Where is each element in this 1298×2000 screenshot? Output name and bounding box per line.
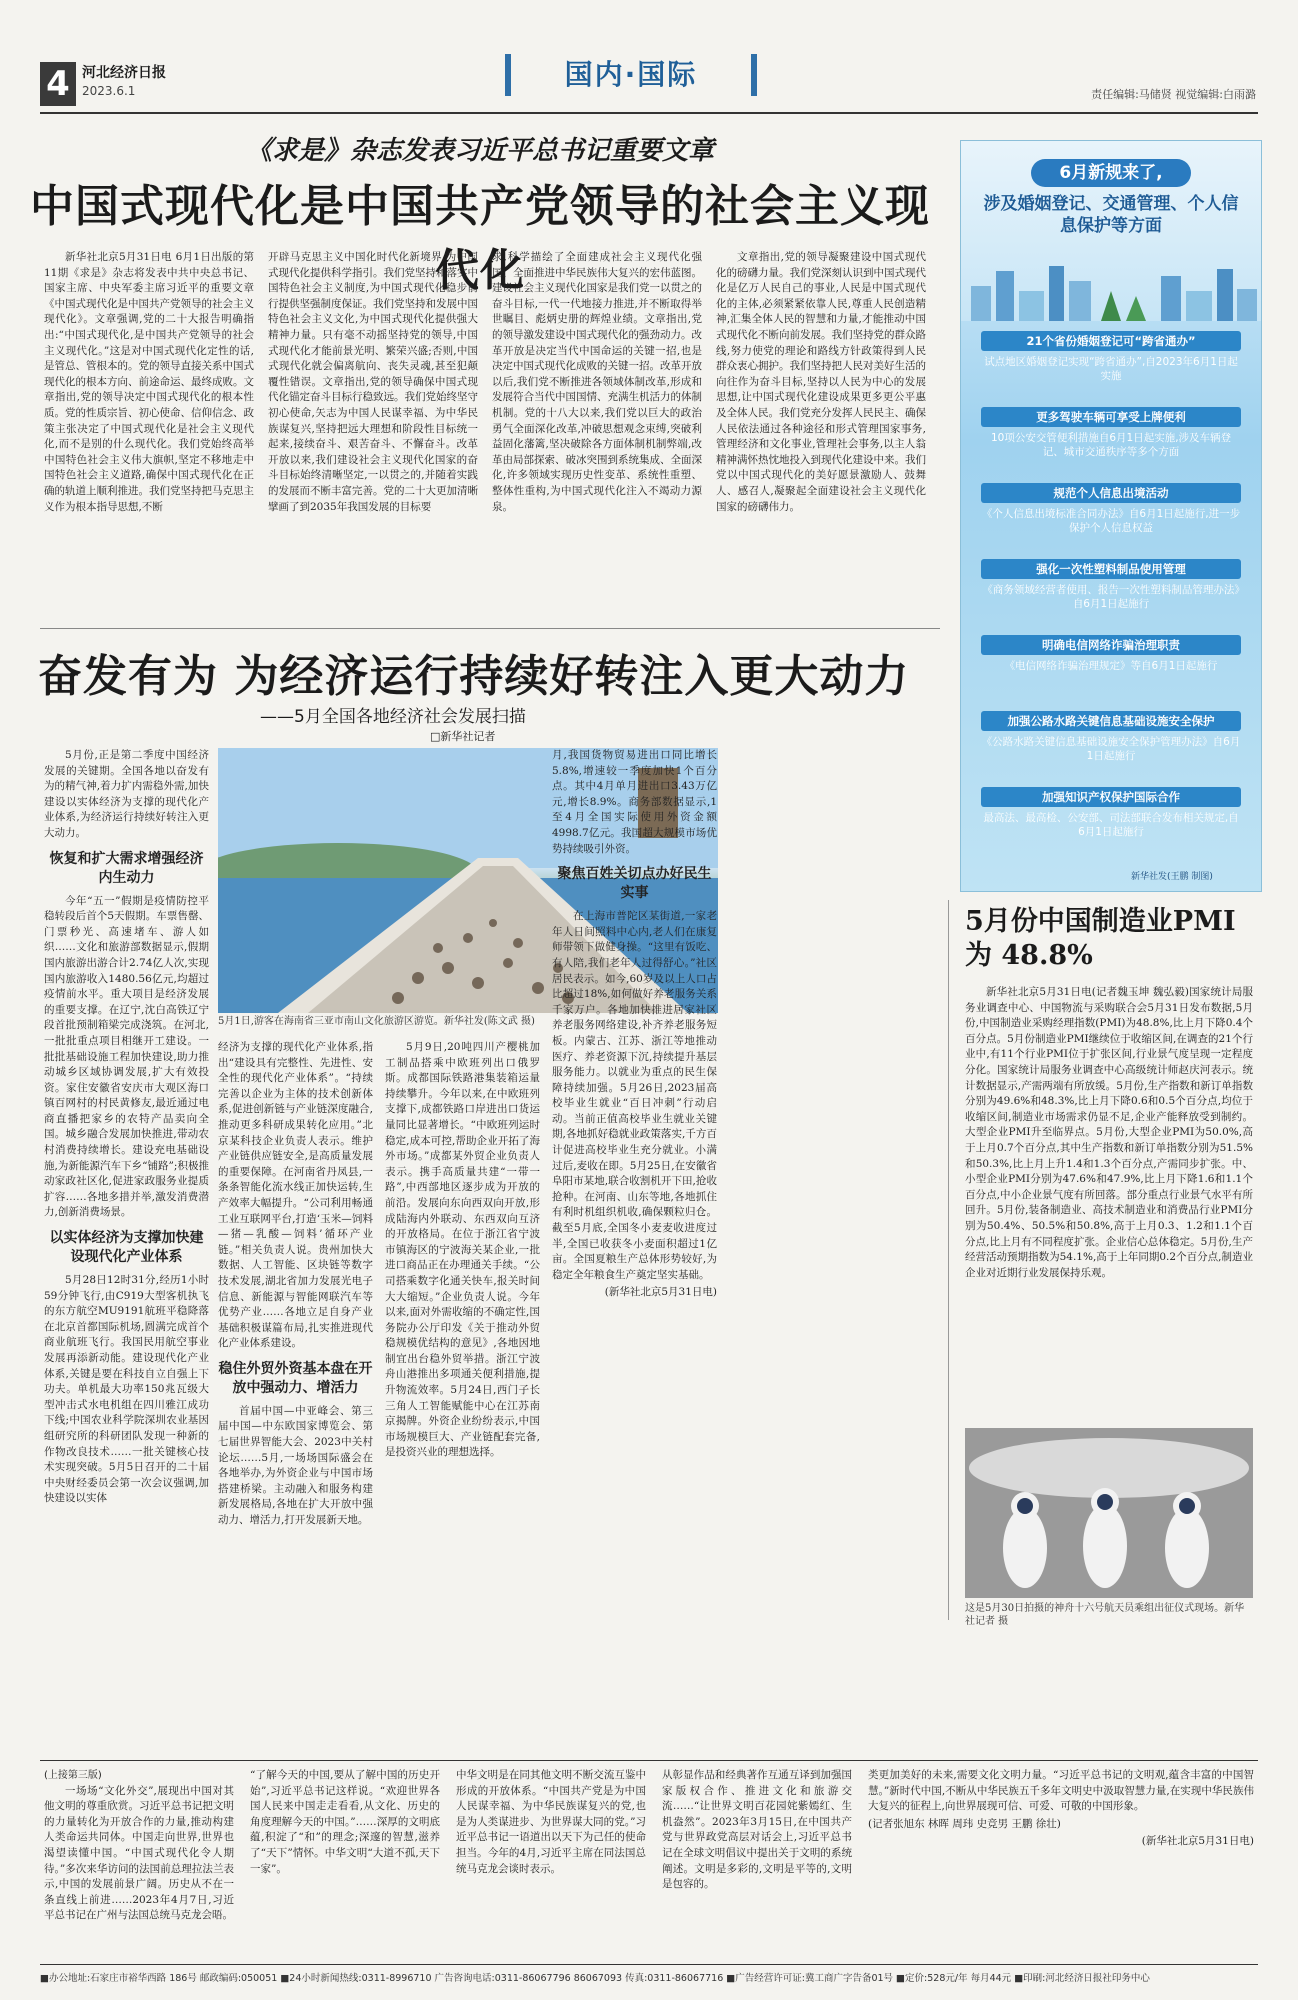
infographic-item-text: 《电信网络诈骗治理规定》等自6月1日起施行 bbox=[1004, 660, 1218, 672]
continued-column-3: 中华文明是在同其他文明不断交流互鉴中形成的开放体系。“中国共产党是为中国人民谋幸福、为中华民族谋复兴的党,也是为人类谋进步、为世界谋大同的党。”习近平总书记一语道出以天下为己任的使命担当。今年的4月,习近平主席在同法国总统马克龙会谈时表示。 bbox=[456, 1769, 646, 1875]
article1-column-1: 新华社北京5月31日电 6月1日出版的第11期《求是》杂志将发表中共中央总书记、国家主席、中央军委主席习近平的重要文章《中国式现代化是中国共产党领导的社会主义现代化》。文章强调,党的二十大报告明确指出:“中国式现代化,是中国共产党领导的社会主义现代化。”这是对中国式现代化定性的话,是管总、管根本的。党的领导直接关系中国式现代化的根本方向、前途命运、最终成败。文章指出,党的领导决定中国式现代化的根本性质。党的性质宗旨、初心使命、信仰信念、政策主张决定了中国式现代化是社会主义现代化,而不是别的什么现代化。我们党始终高举中国特色社会主义伟大旗帜,坚定不移地走中国特色社会主义道路,确保中国式现代化在正确的轨道上顺利推进。我们党坚持把马克思主义作为根本指导思想,不断 bbox=[44, 251, 254, 513]
article2-subtitle: ——5月全国各地经济社会发展扫描 bbox=[260, 707, 526, 727]
infographic-item-title: 明确电信网络诈骗治理职责 bbox=[981, 635, 1241, 655]
article2-column-4: 月,我国货物贸易进出口同比增长5.8%,增速较一季度加快1个百分点。其中4月单月进出口3.43万亿元,增长8.9%。商务部数据显示,1至4月全国实际使用外资金额4998.7亿元。我国超大规模市场优势持续吸引外资。 聚焦百姓关切点办好民生实事 在上海市普陀区某街道,一家老年人日间照料中心内,老人们在康复师带领下做健身操。“这里有饭吃、有人陪,我们老年人过得舒心。”社区居民表示。如今,60岁及以上人口占比超过18%,如何做好养老服务关系千家万户。各地加快推进居家社区养老服务网络建设,补齐养老服务短板。内蒙古、江苏、浙江等地推动医疗、养老资源下沉,持续提升基层服务能力。以就业为重点的民生保障持续加强。5月26日,2023届高校毕业生就业“百日冲刺”行动启动。当前正值高校毕业生就业关键期,各地抓好稳就业政策落实,千方百计促进高校毕业生充分就业。小满过后,麦收在即。5月25日,在安徽省阜阳市某地,联合收割机开下田,抢收抢种。在河南、山东等地,各地抓住有利时机组织机收,确保颗粒归仓。截至5月底,全国冬小麦麦收进度过半,全国已收获冬小麦面积超过1亿亩。全国夏粮生产总体形势较好,为稳定全年粮食生产奠定坚实基础。 (新华社北京5月31日电) bbox=[552, 749, 717, 1299]
article3-title: 5月份中国制造业PMI 为 48.8% bbox=[965, 906, 1236, 971]
infographic-credit: 新华社发(王鹏 制图) bbox=[1131, 872, 1213, 882]
infographic-badge: 6月新规来了, bbox=[1031, 159, 1191, 187]
article2-section-heading-4: 聚焦百姓关切点办好民生实事 bbox=[557, 866, 712, 902]
article1-column-3: 求,科学描绘了全面建成社会主义现代化强国、全面推进中华民族伟大复兴的宏伟蓝图。建设社会主义现代化国家是我们党一以贯之的奋斗目标,一代一代地接力推进,并不断取得举世瞩目、彪炳史册的辉煌业绩。文章指出,党的领导激发建设中国式现代化的强劲动力。改革开放是决定当代中国命运的关键一招,也是决定中国式现代化成败的关键一招。改革开放以后,我们党不断推进各领域体制改革,形成和发展符合当代中国国情、充满生机活力的体制机制。党的十八大以来,我们党以巨大的政治勇气全面深化改革,冲破思想观念束缚,突破利益固化藩篱,坚决破除各方面体制机制弊端,改革由局部探索、破冰突围到系统集成、全面深化,许多领域实现历史性变革、系统性重塑、整体性重构,为中国式现代化注入不竭动力源泉。 bbox=[492, 251, 702, 513]
article2-column-1: 5月份,正是第二季度中国经济发展的关键期。全国各地以奋发有为的精气神,着力扩内需稳外需,加快建设以实体经济为支撑的现代化产业体系,为经济运行持续好转注入更大动力。 恢复和扩大需求增强经济内生动力 今年“五一”假期是疫情防控平稳转段后首个5天假期。车票售罄、门票秒光、高速堵车、游人如织……文化和旅游部数据显示,假期国内旅游出游合计2.74亿人次,实现国内旅游收入1480.56亿元,均超过疫情前水平。重大项目是经济发展的重要支撑。在辽宁,沈白高铁辽宁段首批预制箱梁完成浇筑。在河北,一批批重点项目相继开工建设。一批批基础设施工程加快建设,助力推动城乡区域协调发展,扩大有效投资。家住安徽省安庆市大观区海口镇百网村的村民黄修友,最近通过电商直播把家乡的农特产品卖向全国。城乡融合发展加快推进,带动农村消费持续增长。建设充电基础设施,为新能源汽车下乡“铺路”;积极推动家政社区化,促进家政服务业提质扩容……各地多措并举,激发消费潜力,创新消费场景。 以实体经济为支撑加快建设现代化产业体系 5月28日12时31分,经历1小时59分钟飞行,由C919大型客机执飞的东方航空MU9191航班平稳降落在北京首都国际机场,圆满完成首个商业航班飞行。我国民用航空事业发展再添新动能。建设现代化产业体系,关键是要在科技自立自强上下功夫。单机最大功率150兆瓦级大型冲击式水电机组在四川雅江成功下线;中国农业科学院深圳农业基因组研究所的科研团队发现一种新的作物改良技术……一批关键核心技术实现突破。5月5日召开的二十届中央财经委员会第一次会议强调,加快建设以实体 bbox=[44, 749, 209, 1505]
column-divider bbox=[948, 900, 949, 1620]
article3-body: 新华社北京5月31日电(记者魏玉坤 魏弘毅)国家统计局服务业调查中心、中国物流与采购联合会5月31日发布数据,5月份,中国制造业采购经理指数(PMI)为48.8%,比上月下降0.4个百分点。5月份制造业PMI继续位于收缩区间,在调查的21个行业中,有11个行业PMI位于扩张区间,行业景气度呈现一定程度分化。国家统计局服务业调查中心高级统计师赵庆河表示。统计数据显示,产需两端有所放缓。5月份,生产指数和新订单指数分别为49.6%和48.3%,比上月下降0.6和0.5个百分点,均位于收缩区间,制造业市场需求仍显不足,企业产能释放受到制约。大型企业PMI升至临界点。5月份,大型企业PMI为50.0%,高于上月0.7个百分点,其中生产指数和新订单指数分别为51.5%和50.3%,比上月上升1.4和1.3个百分点,产需同步扩张。中、小型企业PMI分别为47.6%和47.9%,比上月下降1.6和1.1个百分点,中小企业景气度有所回落。部分重点行业景气水平有所回升。5月份,装备制造业、高技术制造业和消费品行业PMI分别为50.4%、50.5%和50.8%,高于上月0.3、1.2和1.1个百分点,比上月有不同程度扩张。企业信心总体稳定。5月份,生产经营活动预期指数为54.1%,高于上年同期0.2个百分点,制造业企业对近期行业发展保持乐观。 bbox=[965, 986, 1253, 1279]
infographic-item-text: 《商务领域经营者使用、报告一次性塑料制品管理办法》自6月1日起施行 bbox=[982, 584, 1240, 610]
infographic-item-title: 加强知识产权保护国际合作 bbox=[981, 787, 1241, 807]
article2-section-heading-2: 以实体经济为支撑加快建设现代化产业体系 bbox=[49, 1230, 204, 1266]
article3-photo-caption: 这是5月30日拍摄的神舟十六号航天员乘组出征仪式现场。新华社记者 摄 bbox=[965, 1603, 1245, 1627]
article2-section-heading-1: 恢复和扩大需求增强经济内生动力 bbox=[49, 850, 204, 886]
header-rule bbox=[40, 112, 1258, 114]
infographic-header bbox=[961, 141, 1261, 321]
article1-title: 中国式现代化是中国共产党领导的社会主义现代化 bbox=[30, 181, 930, 296]
infographic-item-text: 10项公安交管便利措施自6月1日起实施,涉及车辆登记、城市交通秩序等多个方面 bbox=[990, 432, 1232, 458]
article2-column-3: 5月9日,20吨四川产樱桃加工制品搭乘中欧班列出口俄罗斯。成都国际铁路港集装箱运量持续攀升。今年以来,在中欧班列支撑下,成都铁路口岸进出口货运量同比显著增长。“中欧班列运时稳定,成本可控,帮助企业开拓了海外市场。”成都某外贸企业负责人表示。携手高质量共建“一带一路”,中西部地区逐步成为开放的前沿。发展向东向西双向开放,形成陆海内外联动、东西双向互济的开放格局。在位于浙江省宁波市镇海区的宁波海关某企业,一批进口商品正在办理通关手续。“公司搭乘数字化通关快车,报关时间大大缩短。”企业负责人说。今年以来,面对外需收缩的不确定性,国务院办公厅印发《关于推动外贸稳规模优结构的意见》,各地因地制宜出台稳外贸举措。浙江宁波舟山港推出多项通关便利措施,提升物流效率。5月24日,西门子长三角人工智能赋能中心在江苏南京揭牌。外资企业纷纷表示,中国市场规模巨大、产业链配套完备,是投资兴业的理想选择。 bbox=[385, 1041, 540, 1459]
issue-date: 2023.6.1 bbox=[82, 84, 136, 98]
infographic-item-text: 试点地区婚姻登记实现“跨省通办”,自2023年6月1日起实施 bbox=[984, 356, 1238, 382]
infographic-item-title: 加强公路水路关键信息基础设施安全保护 bbox=[981, 711, 1241, 731]
article2-title: 奋发有为 为经济运行持续好转注入更大动力 bbox=[38, 651, 910, 702]
infographic-item bbox=[981, 331, 1241, 383]
continued-column-2: “了解今天的中国,要从了解中国的历史开始”,习近平总书记这样说。“欢迎世界各国人民来中国走走看看,从文化、历史的角度理解今天的中国。”……深厚的文明底蕴,积淀了“和”的理念;深邃的智慧,滋养了“天下”情怀。中华文明“大道不孤,天下一家”。 bbox=[250, 1769, 440, 1875]
infographic-item-title: 强化一次性塑料制品使用管理 bbox=[981, 559, 1241, 579]
article2-byline: □新华社记者 bbox=[430, 730, 496, 743]
continued-column-4: 从彰显作品和经典著作互通互译到加强国家版权合作、推进文化和旅游交流……“让世界文明百花园姹紫嫣红、生机盎然”。2023年3月15日,在中国共产党与世界政党高层对话会上,习近平总书记在全球文明倡议中提出关于文明的系统阐述。文明是多彩的,文明是平等的,文明是包容的。 bbox=[662, 1769, 852, 1891]
infographic-item bbox=[981, 407, 1241, 459]
article1-column-4: 文章指出,党的领导凝聚建设中国式现代化的磅礴力量。我们党深刻认识到中国式现代化是亿万人民自己的事业,人民是中国式现代化的主体,必须紧紧依靠人民,尊重人民创造精神,汇集全体人民的智慧和力量,才能推动中国式现代化不断向前发展。我们坚持党的群众路线,努力使党的理论和路线方针政策得到人民群众衷心拥护。我们坚持把人民对美好生活的向往作为奋斗目标,坚持以人民为中心的发展思想,让中国式现代化建设成果更多更公平惠及全体人民。我们党充分发挥人民民主、确保人民依法通过各种途径和形式管理国家事务,管理经济和文化事业,管理社会事务,以主人翁精神满怀热忱地投入到现代化建设中来。我们党以中国式现代化的美好愿景激励人、鼓舞人、感召人,凝聚起全面建设社会主义现代化国家的磅礴伟力。 bbox=[716, 251, 926, 513]
footer-info: ■办公地址:石家庄市裕华西路 186号 邮政编码:050051 ■24小时新闻热线:0311-8996710 广告咨询电话:0311-86067796 86067093 传真:0311-86067716 ■广告经营许可证:冀工商广字告备01号 ■定价:528元/年 每月44元 ■印刷:河北经济日报社印务中心 bbox=[40, 1973, 1150, 1984]
article1-kicker: 《求是》杂志发表习近平总书记重要文章 bbox=[245, 136, 714, 166]
infographic-item-title: 更多驾驶车辆可享受上牌便利 bbox=[981, 407, 1241, 427]
section-title: 国内·国际 bbox=[505, 54, 757, 96]
article2-section-heading-3: 稳住外贸外资基本盘在开放中强动力、增活力 bbox=[218, 1360, 373, 1396]
infographic-item-title: 规范个人信息出境活动 bbox=[981, 483, 1241, 503]
infographic-item bbox=[981, 483, 1241, 535]
article-divider bbox=[40, 628, 940, 629]
infographic-item bbox=[981, 787, 1241, 839]
infographic-subtitle: 涉及婚姻登记、交通管理、个人信息保护等方面 bbox=[983, 194, 1239, 236]
infographic-item-text: 最高法、最高检、公安部、司法部联合发布相关规定,自6月1日起施行 bbox=[983, 812, 1239, 838]
infographic-item-text: 《个人信息出境标准合同办法》自6月1日起施行,进一步保护个人信息权益 bbox=[981, 508, 1241, 534]
article2-photo-caption: 5月1日,游客在海南省三亚市南山文化旅游区游览。新华社发(陈文武 摄) bbox=[218, 1016, 535, 1027]
continued-column-5: 类更加美好的未来,需要文化文明力量。“习近平总书记的文明观,蕴含丰富的中国智慧。”新时代中国,不断从中华民族五千多年文明史中汲取智慧力量,在实现中华民族伟大复兴的征程上,向世界展现可信、可爱、可敬的中国形象。 (记者张旭东 林晖 周玮 史竞男 王鹏 徐壮) (新华社北京5月31日电) bbox=[868, 1769, 1254, 1848]
infographic-item-text: 《公路水路关键信息基础设施安全保护管理办法》自6月1日起施行 bbox=[981, 736, 1241, 762]
editor-credits: 责任编辑:马储贤 视觉编辑:白雨潞 bbox=[1091, 88, 1256, 101]
continued-column-1: (上接第三版) 一场场“文化外交”,展现出中国对其他文明的尊重欣赏。习近平总书记把文明的力量转化为开放合作的力量,推动构建人类命运共同体。中国走向世界,世界也渴望读懂中国。“中国式现代化令人期待。”多次来华访问的法国前总理拉法兰表示,中国的发展前景广阔。历史从不在一条直线上前进……2023年4月7日,习近平总书记在广州与法国总统马克龙会晤。 bbox=[44, 1770, 234, 1922]
bottom-band-rule bbox=[40, 1760, 1258, 1761]
page-number: 4 bbox=[40, 62, 76, 106]
article1-column-2: 开辟马克思主义中国化时代化新境界,为中国式现代化提供科学指引。我们党坚持和落实中国特色社会主义制度,为中国式现代化稳步前行提供坚强制度保证。我们党坚持和发展中国特色社会主义文化,为中国式现代化提供强大精神力量。只有毫不动摇坚持党的领导,中国式现代化才能前景光明、繁荣兴盛;否则,中国式现代化就会偏离航向、丧失灵魂,甚至犯颠覆性错误。文章指出,党的领导确保中国式现代化锚定奋斗目标行稳致远。我们党始终坚守初心使命,矢志为中国人民谋幸福、为中华民族谋复兴,坚持把远大理想和阶段性目标统一起来,接续奋斗、艰苦奋斗、不懈奋斗。改革开放以来,我们建设社会主义现代化国家的奋斗目标始终清晰坚定,一以贯之的,并随着实践的发展而不断丰富完善。党的二十大更加清晰擘画了到2035年我国发展的目标要 bbox=[268, 251, 478, 513]
infographic-item bbox=[981, 635, 1241, 673]
infographic-item-title: 21个省份婚姻登记可“跨省通办” bbox=[981, 331, 1241, 351]
new-regulations-infographic bbox=[960, 140, 1262, 892]
newspaper-name: 河北经济日报 bbox=[82, 65, 166, 81]
article2-column-2: 经济为支撑的现代化产业体系,指出“建设具有完整性、先进性、安全性的现代化产业体系”。“持续完善以企业为主体的技术创新体系,促进创新链与产业链深度融合,推动更多科研成果转化应用。”北京某科技企业负责人表示。维护产业链供应链安全,是高质量发展的重要保障。在河南省丹凤县,一条条智能化流水线正加快运转,生产效率大幅提升。“公司利用畅通工业互联网平台,打造‘玉米—饲料—猪—乳酸—饲料’循环产业链。”相关负责人说。贵州加快大数据、人工智能、区块链等数字技术发展,湖北省加力发展光电子信息、新能源与智能网联汽车等优势产业……各地立足自身产业基础积极谋篇布局,扎实推进现代化产业体系建设。 稳住外贸外资基本盘在开放中强动力、增活力 首届中国—中亚峰会、第三届中国—中东欧国家博览会、第七届世界智能大会、2023中关村论坛……5月,一场场国际盛会在各地举办,为外资企业与中国市场搭建桥梁。主动融入和服务构建新发展格局,各地在扩大开放中强动力、增活力,打开发展新天地。 bbox=[218, 1041, 373, 1527]
city-skyline-icon bbox=[961, 261, 1261, 321]
footer-rule bbox=[40, 1964, 1258, 1965]
article3-photo bbox=[965, 1428, 1253, 1598]
infographic-item bbox=[981, 711, 1241, 763]
infographic-item bbox=[981, 559, 1241, 611]
continued-label: (上接第三版) bbox=[44, 1770, 102, 1781]
